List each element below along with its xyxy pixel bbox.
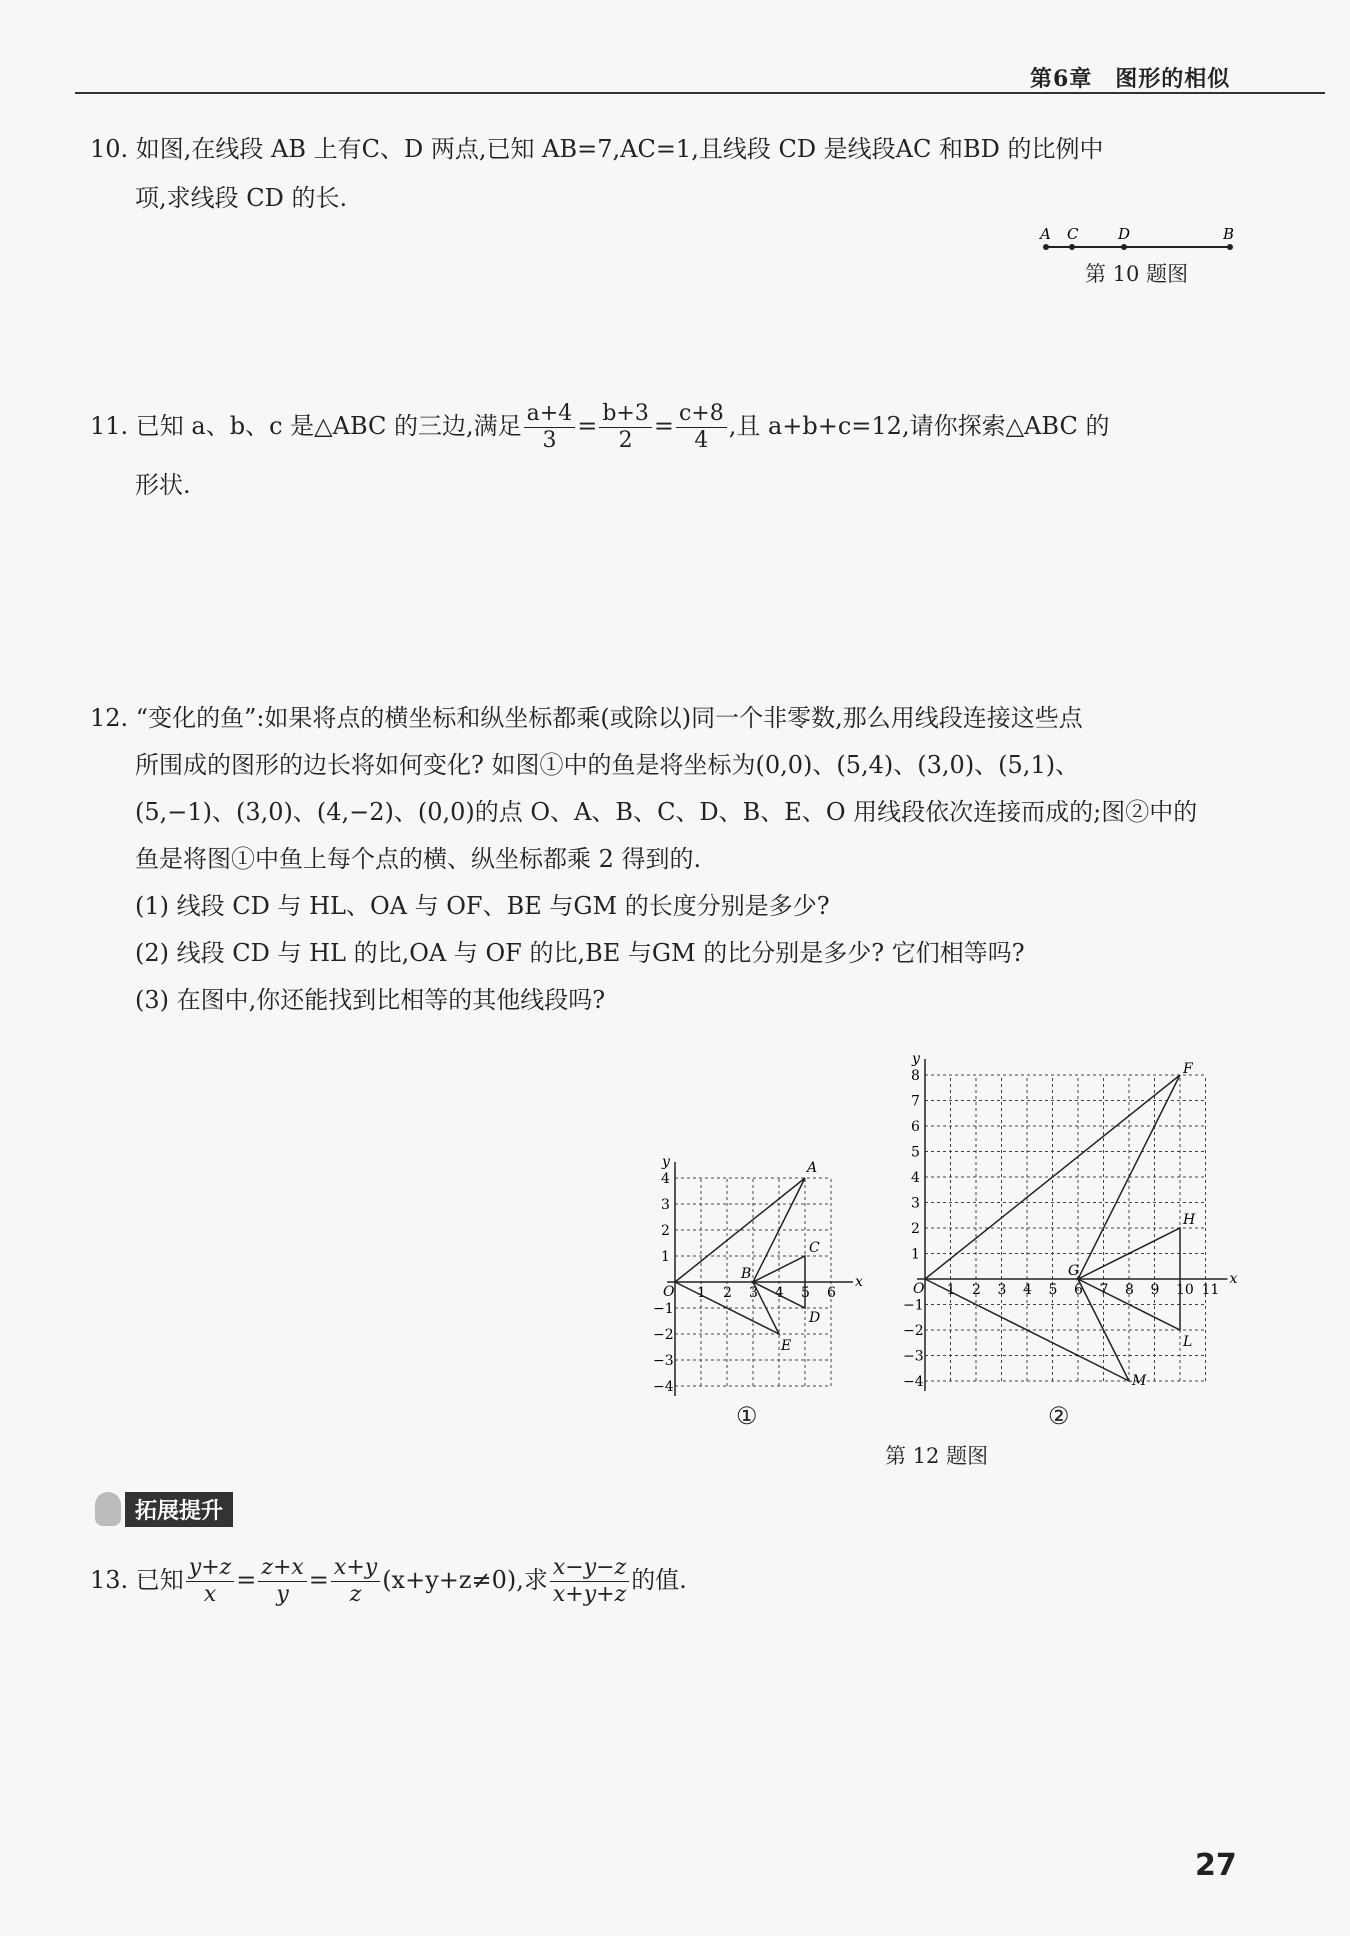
section-badge: [95, 1493, 233, 1525]
q10-label-d: D: [1118, 225, 1131, 243]
x-tick-label: 4: [1023, 1282, 1032, 1298]
x-tick-label: 3: [997, 1282, 1007, 1298]
y-tick-label: −4: [903, 1374, 924, 1390]
x-tick-label: 1: [946, 1282, 956, 1298]
lightbulb-icon: [95, 1492, 121, 1526]
q12-figure-2: [875, 1020, 1245, 1400]
q10-line2: 项,求线段 CD 的长.: [135, 184, 348, 212]
q13-suffix: 的值.: [631, 1566, 687, 1594]
y-tick-label: −4: [653, 1379, 674, 1395]
q11-frac-a: $\frac{a+4}{3}$: [524, 401, 576, 454]
point-label-o: O: [913, 1281, 925, 1297]
page-number: 27: [1195, 1848, 1237, 1883]
point-label-f: F: [1183, 1061, 1193, 1077]
y-tick-label: −2: [903, 1323, 924, 1339]
x-tick-label: 4: [775, 1285, 784, 1301]
point-label-c: C: [809, 1240, 820, 1256]
x-tick-label: 3: [749, 1285, 758, 1301]
y-tick-label: 4: [911, 1170, 920, 1186]
q11-frac-c: $\frac{c+8}{4}$: [676, 401, 727, 454]
y-tick-label: 4: [661, 1171, 670, 1187]
q13-frac-2: $\frac{z+x}{y}$: [258, 1555, 306, 1608]
x-tick-label: 8: [1125, 1282, 1134, 1298]
x-tick-label: 6: [1074, 1282, 1083, 1298]
y-tick-label: −2: [653, 1327, 674, 1343]
q10-label-c: C: [1067, 225, 1079, 243]
x-tick-label: 9: [1150, 1282, 1160, 1298]
y-tick-label: 1: [911, 1246, 920, 1263]
x-axis-label: x: [1229, 1271, 1238, 1287]
q11-frac-b: $\frac{b+3}{2}$: [599, 401, 652, 454]
chapter-header: 第6章 图形的相似: [1030, 66, 1231, 92]
point-label-a: A: [807, 1160, 818, 1176]
y-tick-label: −3: [653, 1353, 674, 1369]
y-axis-label: y: [662, 1154, 670, 1170]
q12-caption: 第 12 题图: [885, 1444, 989, 1468]
q12-line3: (5,−1)、(3,0)、(4,−2)、(0,0)的点 O、A、B、C、D、B、E、O 用线段依次连接而成的;图②中的: [135, 798, 1198, 826]
point-label-l: L: [1183, 1334, 1193, 1350]
q10-label-b: B: [1223, 225, 1235, 243]
y-tick-label: 1: [661, 1249, 670, 1265]
point-label-m: M: [1132, 1373, 1147, 1389]
q12-fig2-label: ②: [1048, 1402, 1070, 1430]
q12-fig1-label: ①: [736, 1402, 758, 1430]
y-tick-label: 2: [661, 1223, 670, 1239]
y-tick-label: 2: [911, 1221, 920, 1237]
x-tick-label: 7: [1099, 1282, 1109, 1298]
q11-prefix: 11. 已知 a、b、c 是△ABC 的三边,满足: [90, 412, 522, 440]
y-tick-label: 8: [911, 1068, 920, 1084]
q13-prefix: 13. 已知: [90, 1566, 184, 1594]
q12-line1: 12. “变化的鱼”:如果将点的横坐标和纵坐标都乘(或除以)同一个非零数,那么用线段连接这些点: [90, 704, 1083, 732]
y-tick-label: −3: [903, 1348, 924, 1365]
x-tick-label: 11: [1201, 1282, 1220, 1298]
q13-frac-3: $\frac{x+y}{z}$: [331, 1555, 380, 1608]
q12-line4: 鱼是将图①中鱼上每个点的横、纵坐标都乘 2 得到的.: [135, 845, 702, 873]
point-label-o: O: [663, 1284, 675, 1300]
point-label-d: D: [809, 1310, 821, 1326]
y-tick-label: −1: [653, 1301, 674, 1317]
q12-line5: (1) 线段 CD 与 HL、OA 与 OF、BE 与GM 的长度分别是多少?: [135, 892, 830, 920]
y-tick-label: 6: [911, 1119, 920, 1135]
y-axis-label: y: [912, 1051, 920, 1067]
x-tick-label: 10: [1176, 1282, 1194, 1298]
q12-line7: (3) 在图中,你还能找到比相等的其他线段吗?: [135, 986, 606, 1014]
q12-figure-1: [640, 1140, 863, 1395]
y-tick-label: 3: [911, 1195, 920, 1212]
q11-suffix: ,且 a+b+c=12,请你探索△ABC 的: [728, 412, 1110, 440]
x-tick-label: 6: [827, 1285, 836, 1301]
x-tick-label: 2: [723, 1285, 732, 1301]
q13-frac-4: $\frac{x-y-z}{x+y+z}$: [550, 1555, 629, 1608]
x-tick-label: 1: [697, 1285, 706, 1301]
x-axis-label: x: [855, 1274, 863, 1290]
x-tick-label: 2: [972, 1282, 981, 1298]
point-label-h: H: [1183, 1212, 1196, 1228]
q10-line1: 10. 如图,在线段 AB 上有C、D 两点,已知 AB=7,AC=1,且线段 CD 是线段AC 和BD 的比例中: [90, 135, 1104, 163]
q11-line1: 11. 已知 a、b、c 是△ABC 的三边,满足 $\frac{a+4}{3}$ = $\frac{b+3}{2}$ = $\frac{c+8}{4}$ ,且 a+b+c=12,请你探索△ABC 的: [90, 401, 1110, 453]
q10-caption: 第 10 题图: [1085, 262, 1189, 286]
q13-line: 13. 已知 $\frac{y+z}{x}$ = $\frac{z+x}{y}$ = $\frac{x+y}{z}$ (x+y+z≠0),求 $\frac{x-y-z}{x+y+z}$ 的值.: [90, 1555, 687, 1607]
y-tick-label: 3: [661, 1197, 670, 1213]
q13-frac-1: $\frac{y+z}{x}$: [186, 1555, 234, 1608]
point-label-b: B: [741, 1266, 752, 1282]
q10-label-a: A: [1040, 225, 1051, 243]
point-label-g: G: [1068, 1263, 1080, 1279]
q10-figure: [1030, 225, 1240, 255]
x-tick-label: 5: [1048, 1282, 1058, 1298]
y-tick-label: 5: [911, 1144, 920, 1161]
x-tick-label: 5: [801, 1285, 810, 1301]
q12-line6: (2) 线段 CD 与 HL 的比,OA 与 OF 的比,BE 与GM 的比分别是多少? 它们相等吗?: [135, 939, 1025, 967]
header-rule: [75, 92, 1325, 94]
y-tick-label: 7: [911, 1093, 920, 1110]
section-title: 拓展提升: [125, 1492, 233, 1527]
y-tick-label: −1: [903, 1297, 924, 1314]
q12-line2: 所围成的图形的边长将如何变化? 如图①中的鱼是将坐标为(0,0)、(5,4)、(3,0)、(5,1)、: [135, 751, 1080, 779]
point-label-e: E: [781, 1338, 792, 1354]
q11-line2: 形状.: [135, 471, 191, 499]
q13-condition: (x+y+z≠0),求: [382, 1566, 548, 1594]
